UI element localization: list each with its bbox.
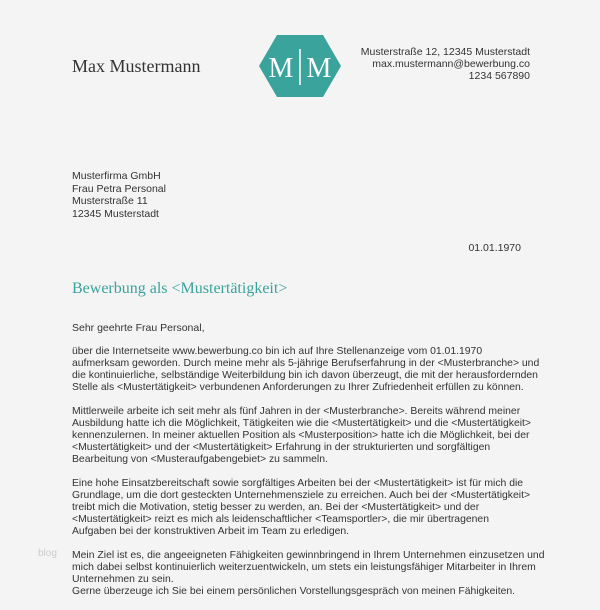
subject-line: Bewerbung als <Mustertätigkeit>: [72, 280, 288, 297]
salutation: Sehr geehrte Frau Personal,: [72, 322, 205, 334]
svg-text:M: M: [268, 53, 294, 84]
paragraph-line: Aufgaben bei der konstruktiven Arbeit im Team zu erledigen.: [72, 526, 350, 537]
paragraph-line: Unternehmen zu sein.: [72, 574, 174, 585]
paragraph-line: mich dabei selbst kontinuierlich weiterzuentwickeln, um stets ein leistungsfähiger Mitarbeiter in Ihrem: [72, 562, 536, 573]
paragraph-line: Stelle als <Mustertätigkeit> verbundenen Anforderungen zu Ihrer Zufriedenheit erfüllen zu können.: [72, 382, 524, 393]
paragraph-line: Eine hohe Einsatzbereitschaft sowie sorgfältiges Arbeiten bei der <Mustertätigkeit> ist für mich die: [72, 478, 524, 489]
paragraph-line: die kontinuierliche, selbständige Weiterbildung bin ich davon überzeugt, die mit der herausfordernden: [72, 370, 538, 381]
recipient-line: 12345 Musterstadt: [72, 207, 159, 220]
sender-name: Max Mustermann: [72, 56, 201, 76]
paragraph: [72, 586, 592, 598]
paragraph-line: kennenzulernen. In meiner aktuellen Position als <Musterposition> hatte ich die Möglichkeit, bei der: [72, 430, 530, 441]
monogram-logo: [259, 35, 341, 97]
recipient-line: Musterfirma GmbH: [72, 170, 161, 182]
sender-address: Musterstraße 12, 12345 Musterstadt: [360, 46, 530, 58]
recipient-address: [72, 170, 166, 220]
paragraph-line: Grundlage, um die dort gesteckten Unternehmensziele zu erreichen. Auch bei der <Mustertätigkeit>: [72, 490, 531, 501]
paragraph-line: Mein Ziel ist es, die angeeigneten Fähigkeiten gewinnbringend in Ihrem Unternehmen einzusetzen und: [72, 550, 545, 561]
paragraph-line: Bearbeitung von <Musteraufgabengebiet> zu sammeln.: [72, 454, 328, 465]
paragraph-line: <Mustertätigkeit> reizt es mich als leidenschaftlicher <Teamsportler>, die mir übertragenen: [72, 514, 489, 525]
svg-text:M: M: [306, 53, 332, 84]
sender-phone: 1234 567890: [468, 70, 530, 82]
paragraph: [72, 406, 592, 466]
paragraph-line: Gerne überzeuge ich Sie bei einem persönlichen Vorstellungsgespräch von meinen Fähigkeiten.: [72, 586, 516, 597]
sender-email: max.mustermann@bewerbung.co: [372, 58, 530, 70]
sender-contact: [361, 46, 530, 82]
paragraph-line: Mittlerweile arbeite ich seit mehr als fünf Jahren in der <Musterbranche>. Bereits während meiner: [72, 406, 521, 417]
paragraph-line: Ausbildung hatte ich die Möglichkeit, Tätigkeiten wie die <Mustertätigkeit> und die <Mustertätigkeit>: [72, 418, 531, 429]
letter-date: 01.01.1970: [468, 242, 521, 254]
watermark: blog: [38, 548, 57, 559]
paragraph-line: aufmerksam geworden. Durch meine mehr als 5-jährige Berufserfahrung in der <Musterbranche> und: [72, 358, 540, 369]
paragraph-line: treibt mich die Motivation, stetig besser zu werden, an. Bei der <Mustertätigkeit> und der: [72, 502, 480, 513]
letter-body: [72, 346, 592, 610]
paragraph-line: <Mustertätigkeit> und der <Mustertätigkeit> Erfahrung in der strukturierten und sorgfältigen: [72, 442, 491, 453]
paragraph-line: über die Internetseite www.bewerbung.co bin ich auf Ihre Stellenanzeige vom 01.01.1970: [72, 346, 483, 357]
paragraph: [72, 550, 592, 586]
paragraph: [72, 346, 592, 394]
paragraph: [72, 478, 592, 538]
recipient-line: Frau Petra Personal: [72, 182, 166, 195]
recipient-line: Musterstraße 11: [72, 195, 148, 207]
